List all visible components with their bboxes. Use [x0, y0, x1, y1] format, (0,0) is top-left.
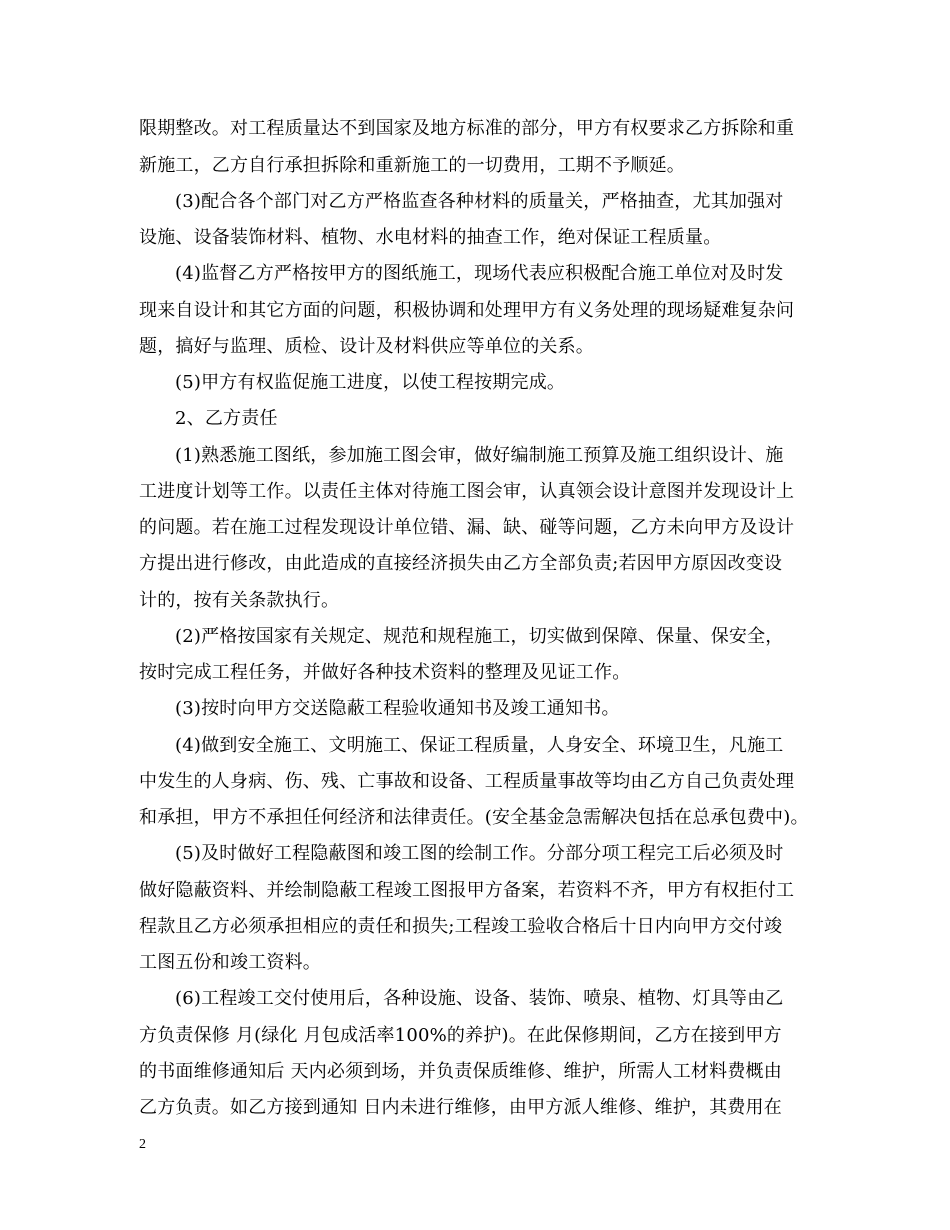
text-line: 方提出进行修改，由此造成的直接经济损失由乙方全部负责;若因甲方原因改变设 [139, 553, 783, 574]
section-heading: 2、乙方责任 [175, 408, 278, 429]
text-line: (1)熟悉施工图纸，参加施工图会审，做好编制施工预算及施工组织设计、施 [175, 445, 784, 466]
text-line: (4)做到安全施工、文明施工、保证工程质量，人身安全、环境卫生，凡施工 [175, 735, 784, 756]
text-line: 程款且乙方必须承担相应的责任和损失;工程竣工验收合格后十日内向甲方交付竣 [139, 916, 783, 937]
text-line: (6)工程竣工交付使用后，各种设施、设备、装饰、喷泉、植物、灯具等由乙 [175, 988, 784, 1009]
page-number: 2 [139, 1137, 146, 1152]
text-line: 设施、设备装饰材料、植物、水电材料的抽查工作，绝对保证工程质量。 [139, 227, 722, 248]
text-line: (2)严格按国家有关规定、规范和规程施工，切实做到保障、保量、保安全， [175, 626, 784, 647]
text-line: (3)配合各个部门对乙方严格监查各种材料的质量关，严格抽查，尤其加强对 [175, 191, 784, 212]
text-line: 工图五份和竣工资料。 [139, 952, 321, 973]
text-line: 现来自设计和其它方面的问题，积极协调和处理甲方有义务处理的现场疑难复杂问 [139, 300, 795, 321]
text-line: 计的，按有关条款执行。 [139, 590, 340, 611]
text-line: 题，搞好与监理、质检、设计及材料供应等单位的关系。 [139, 336, 594, 357]
text-line: (5)及时做好工程隐蔽图和竣工图的绘制工作。分部分项工程完工后必须及时 [175, 843, 784, 864]
text-line: 乙方负责。如乙方接到通知 日内未进行维修，由甲方派人维修、维护，其费用在 [139, 1097, 782, 1118]
text-line: 按时完成工程任务，并做好各种技术资料的整理及见证工作。 [139, 662, 631, 683]
text-line: 的问题。若在施工过程发现设计单位错、漏、缺、碰等问题，乙方未向甲方及设计 [139, 517, 795, 538]
text-line: 的书面维修通知后 天内必须到场，并负责保质维修、维护，所需人工材料费概由 [139, 1061, 782, 1082]
text-line: (3)按时向甲方交送隐蔽工程验收通知书及竣工通知书。 [175, 698, 620, 719]
text-line: 做好隐蔽资料、并绘制隐蔽工程竣工图报甲方备案，若资料不齐，甲方有权拒付工 [139, 880, 795, 901]
text-line: 新施工，乙方自行承担拆除和重新施工的一切费用，工期不予顺延。 [139, 155, 685, 176]
text-line: (5)甲方有权监促施工进度，以使工程按期完成。 [175, 372, 566, 393]
text-line: 工进度计划等工作。以责任主体对待施工图会审，认真领会设计意图并发现设计上 [139, 481, 795, 502]
text-line: 方负责保修 月(绿化 月包成活率100%的养护)。在此保修期间，乙方在接到甲方 [139, 1025, 782, 1046]
text-line: 限期整改。对工程质量达不到国家及地方标准的部分，甲方有权要求乙方拆除和重 [139, 118, 795, 139]
text-line: 中发生的人身病、伤、残、亡事故和设备、工程质量事故等均由乙方自己负责处理 [139, 771, 795, 792]
text-line: 和承担，甲方不承担任何经济和法律责任。(安全基金急需解决包括在总承包费中)。 [139, 807, 809, 828]
text-line: (4)监督乙方严格按甲方的图纸施工，现场代表应积极配合施工单位对及时发 [175, 263, 784, 284]
